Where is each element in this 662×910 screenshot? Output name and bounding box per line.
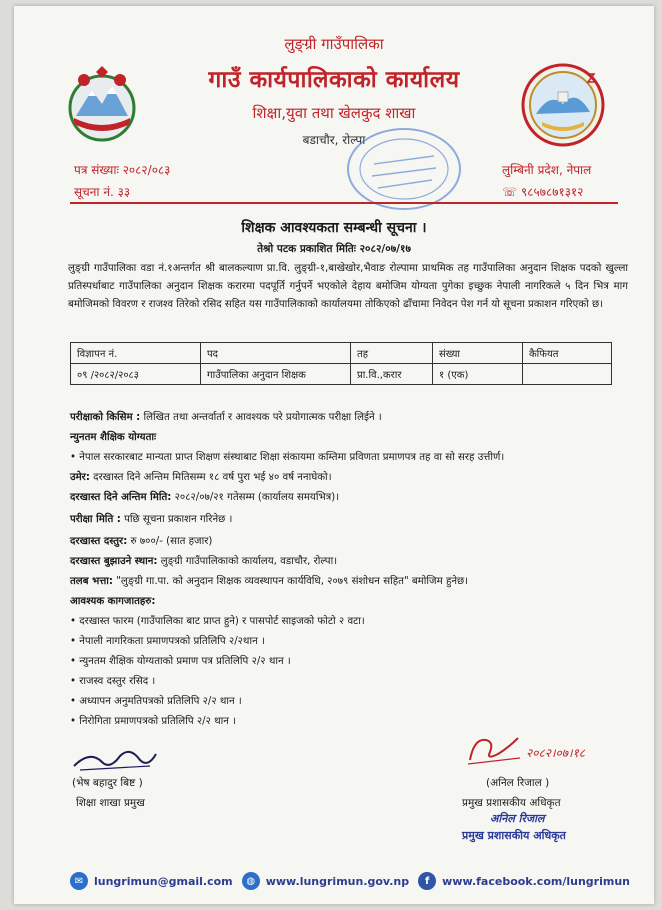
municipality-name: लुङ्ग्री गाउँपालिका bbox=[284, 35, 384, 53]
exam-type-line bbox=[70, 408, 630, 427]
documents-label: आवश्यक कागजातहरु: bbox=[70, 596, 156, 607]
submission-place-label: दरखास्त बुझाउने स्थान: bbox=[70, 556, 158, 567]
age-value: दरखास्त दिने अन्तिम मितिसम्म १८ वर्ष पुरा भई ४० वर्ष ननाघेको। bbox=[89, 472, 332, 483]
table-cell: ०९ /२०८२/२०८३ bbox=[71, 364, 201, 385]
phone-icon: ☏ bbox=[502, 184, 518, 199]
salary-value: "लुङ्ग्री गा.पा. को अनुदान शिक्षक व्यवस्थापन कार्यविधि, २०७९ संशोधन सहित" बमोजिम हुनेछ। bbox=[113, 576, 469, 587]
phone-line bbox=[502, 183, 583, 200]
exam-date-value: पछि सूचना प्रकाशन गरिनेछ । bbox=[120, 514, 233, 525]
table-header-cell: विज्ञापन नं. bbox=[71, 343, 201, 364]
salary-line bbox=[70, 572, 630, 591]
salary-label: तलब भत्ता: bbox=[70, 576, 113, 587]
table-row bbox=[71, 364, 612, 385]
notice-body: लुङ्ग्री गाउँपालिका वडा नं.१अन्तर्गत श्री बालकल्याण प्रा.वि. लुङ्ग्री-१,बाखेखोर,भैवाङ रोल्पामा प्राथमिक तह गाउँपालिका अनुदान शिक्षक पदको खुल्ला प्रतिस्पर्धाबाट गाउँपालिका अनुदान शिक्षक करारमा पदपूर्ति गर्नुपर्ने भएकोले देहाय बमोजिम योग्यता पुगेका इच्छुक नेपाली नागरिकले ५ दिन भित्र माग बमोजिमको विवरण र राजश्व तिरेको रसिद सहित यस गाउँपालिकाको कार्यालयमा तोकिएको ढाँचामा निवेदन पेश गर्न यो सूचना प्रकाशन गरिएको छ। bbox=[68, 263, 628, 310]
exam-type-label: परीक्षाको किसिम : bbox=[70, 412, 141, 423]
notice-number: सूचना नं. ३३ bbox=[74, 185, 131, 199]
table-cell bbox=[523, 364, 612, 385]
document-item: • नेपाली नागरिकता प्रमाणपत्रको प्रतिलिपि २/२थान । bbox=[70, 632, 630, 651]
table-cell: गाउँपालिका अनुदान शिक्षक bbox=[201, 364, 351, 385]
exam-date-label: परीक्षा मिति : bbox=[70, 514, 121, 525]
fee-line bbox=[70, 532, 630, 551]
right-signer-name: (अनिल रिजाल ) bbox=[486, 777, 550, 789]
website-text: www.lungrimun.gov.np bbox=[265, 874, 410, 888]
right-signer-title: प्रमुख प्रशासकीय अधिकृत bbox=[462, 797, 561, 809]
table-header-cell: पद bbox=[201, 343, 351, 364]
deadline-value: २०८२/०७/२१ गतेसम्म (कार्यालय समयभित्र)। bbox=[171, 492, 340, 503]
position-table bbox=[70, 342, 612, 385]
footer-facebook[interactable] bbox=[418, 872, 630, 890]
office-stamp bbox=[344, 124, 464, 214]
notice-title: शिक्षक आवश्यकता सम्बन्धी सूचना । bbox=[241, 220, 427, 236]
qualification-label: न्युनतम शैक्षिक योग्यताः bbox=[70, 432, 157, 443]
deadline-line bbox=[70, 488, 630, 507]
footer-email[interactable] bbox=[70, 872, 233, 890]
left-signature bbox=[70, 744, 160, 774]
document-item: • दरखास्त फारम (गाउँपालिका बाट प्राप्त हुने) र पासपोर्ट साइजको फोटो २ वटा। bbox=[70, 612, 630, 631]
age-line bbox=[70, 468, 630, 487]
left-signer-title: शिक्षा शाखा प्रमुख bbox=[76, 797, 145, 809]
document-item: • न्युनतम शैक्षिक योग्यताको प्रमाण पत्र प्रतिलिपि २/२ थान । bbox=[70, 652, 630, 671]
table-header-row bbox=[71, 343, 612, 364]
stamp-name: अनिल रिजाल bbox=[490, 812, 545, 825]
header-divider bbox=[70, 202, 618, 204]
footer-contacts bbox=[70, 868, 630, 894]
document-item: • अध्यापन अनुमतिपत्रको प्रतिलिपि २/२ थान । bbox=[70, 692, 630, 711]
table-cell: प्रा.वि.,करार bbox=[351, 364, 433, 385]
exam-type-value: लिखित तथा अन्तर्वार्ता र आवश्यक परे प्रयोगात्मक परीक्षा लिईने । bbox=[140, 412, 382, 423]
stamp-title: प्रमुख प्रशासकीय अधिकृत bbox=[462, 829, 566, 842]
office-name: गाउँ कार्यपालिकाको कार्यालय bbox=[208, 67, 460, 93]
phone-number: ९८५७८७१३१२ bbox=[521, 185, 584, 199]
submission-place-line bbox=[70, 552, 630, 571]
fee-value: रु ७००/- (सात हजार) bbox=[127, 536, 213, 547]
age-label: उमेर: bbox=[70, 472, 90, 483]
letter-number: पत्र संख्याः २०८२/०८३ bbox=[74, 163, 171, 177]
table-header-cell: कैफियत bbox=[523, 343, 612, 364]
notice-subtitle: तेश्रो पटक प्रकाशित मितिः २०८२/०७/१७ bbox=[257, 243, 411, 255]
facebook-text: www.facebook.com/lungrimun bbox=[442, 874, 630, 888]
globe-icon: ◍ bbox=[242, 872, 260, 890]
document-item: • निरोगिता प्रमाणपत्रको प्रतिलिपि २/२ थान । bbox=[70, 712, 630, 731]
email-text: lungrimun@gmail.com bbox=[94, 874, 233, 888]
email-icon: ✉ bbox=[70, 872, 88, 890]
table-cell: १ (एक) bbox=[433, 364, 523, 385]
handwritten-date: २०८२।०७।१८ bbox=[526, 746, 586, 760]
province-name: लुम्बिनी प्रदेश, नेपाल bbox=[502, 163, 592, 177]
office-address: बडाचौर, रोल्पा bbox=[302, 133, 366, 147]
table-header-cell: तह bbox=[351, 343, 433, 364]
right-signature bbox=[464, 730, 524, 768]
left-signer-name: (भेष बहादुर बिष्ट ) bbox=[72, 777, 143, 789]
deadline-label: दरखास्त दिने अन्तिम मिति: bbox=[70, 492, 172, 503]
exam-date-line bbox=[70, 510, 630, 529]
table-header-cell: संख्या bbox=[433, 343, 523, 364]
submission-place-value: लुङ्ग्री गाउँपालिकाको कार्यालय, वडाचौर, रोल्पा। bbox=[157, 556, 338, 567]
fee-label: दरखास्त दस्तुर: bbox=[70, 536, 128, 547]
facebook-icon: f bbox=[418, 872, 436, 890]
branch-name: शिक्षा,युवा तथा खेलकुद शाखा bbox=[252, 104, 416, 122]
notice-page bbox=[14, 6, 654, 904]
document-item: • राजस्व दस्तुर रसिद । bbox=[70, 672, 630, 691]
qualification-value: • नेपाल सरकारबाट मान्यता प्राप्त शिक्षण संस्थाबाट शिक्षा संकायमा कम्तिमा प्रविणता प्रमाणपत्र तह वा सो सरह उत्तीर्ण। bbox=[70, 448, 630, 467]
footer-website[interactable] bbox=[242, 872, 409, 890]
